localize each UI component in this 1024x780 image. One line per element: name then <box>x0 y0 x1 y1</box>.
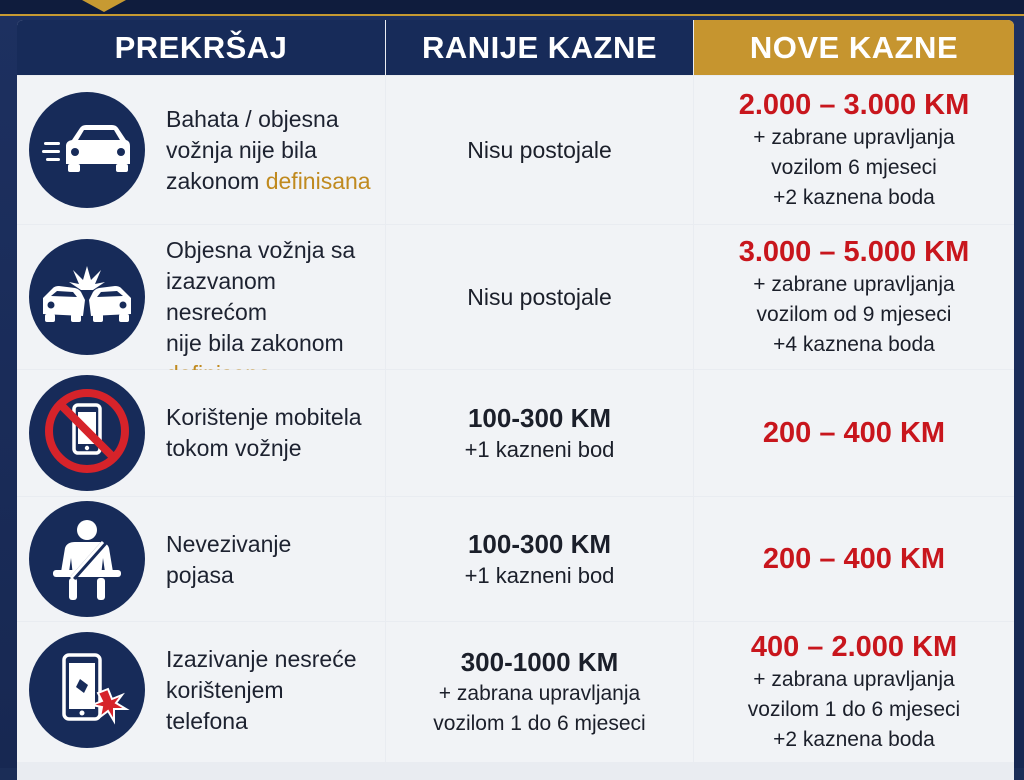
new-fine-cell <box>694 370 1014 496</box>
new-fine-cell <box>694 622 1014 762</box>
new-fine-amount: 200 – 400 KM <box>762 543 946 575</box>
table-row <box>17 622 1014 762</box>
phone-crash-icon <box>29 632 145 748</box>
violation-line: pojasa <box>166 562 234 588</box>
new-fine-cell <box>694 225 1014 369</box>
speeding-car-icon <box>29 92 145 208</box>
new-fine-stack <box>739 87 970 213</box>
violation-line: Korištenje mobitela <box>166 404 362 430</box>
previous-fine-stack <box>465 401 615 465</box>
violation-text <box>166 402 377 464</box>
new-fine-detail: + zabrana upravljanja <box>753 668 955 691</box>
header-previous-fines: RANIJE KAZNE <box>386 20 693 75</box>
previous-fine-cell <box>386 497 693 621</box>
fines-table <box>17 20 1014 780</box>
new-fine-cell <box>694 76 1014 224</box>
previous-fine-detail: + zabrana upravljanja <box>438 682 641 705</box>
new-fine-cell <box>694 497 1014 621</box>
previous-fine-cell <box>386 76 693 224</box>
no-phone-icon <box>29 375 145 491</box>
previous-fine-cell <box>386 370 693 496</box>
new-fine-amount: 200 – 400 KM <box>762 417 946 449</box>
table-row <box>17 225 1014 369</box>
violation-line: Izazivanje nesreće <box>166 646 357 672</box>
violation-line: Bahata / objesna <box>166 106 339 132</box>
new-fine-detail: vozilom od 9 mjeseci <box>756 303 952 326</box>
violation-line: izazvanom nesrećom <box>166 268 276 325</box>
violation-line: korištenjem <box>166 677 284 703</box>
violation-line: Objesna vožnja sa <box>166 237 356 263</box>
new-fine-amount: 2.000 – 3.000 KM <box>738 89 970 121</box>
new-fine-detail: + zabrane upravljanja <box>753 273 955 296</box>
new-fine-detail: vozilom 1 do 6 mjeseci <box>747 698 961 721</box>
header-new-fines: NOVE KAZNE <box>694 20 1014 75</box>
previous-fine-amount: 100-300 KM <box>467 403 612 433</box>
previous-fine-stack <box>465 527 615 591</box>
previous-fine-amount: 100-300 KM <box>467 529 612 559</box>
violation-text <box>166 644 377 737</box>
violation-line: tokom vožnje <box>166 435 302 461</box>
car-crash-icon <box>29 239 145 355</box>
table-row <box>17 76 1014 224</box>
new-fine-amount: 400 – 2.000 KM <box>750 631 958 663</box>
seatbelt-icon <box>29 501 145 617</box>
violation-cell <box>17 622 385 762</box>
previous-fine-text: Nisu postojale <box>467 136 612 163</box>
violation-cell <box>17 497 385 621</box>
new-fine-stack <box>748 629 960 755</box>
table-row <box>17 497 1014 621</box>
violation-line: nije bila zakonom <box>166 330 344 356</box>
table-row <box>17 370 1014 496</box>
violation-cell <box>17 225 385 369</box>
previous-fine-stack <box>433 645 645 739</box>
new-fine-detail: vozilom 6 mjeseci <box>771 156 937 179</box>
new-fine-detail: +2 kaznena boda <box>773 186 935 209</box>
violation-line: vožnja nije bila <box>166 137 317 163</box>
violation-line-prefix: zakonom <box>166 168 266 194</box>
violation-cell <box>17 370 385 496</box>
previous-fine-detail: +1 kazneni bod <box>464 437 615 462</box>
violation-text <box>166 529 377 591</box>
violation-line: Nevezivanje <box>166 531 292 557</box>
top-banner <box>0 0 1024 16</box>
banner-notch <box>82 0 126 12</box>
previous-fine-text: Nisu postojale <box>467 283 612 310</box>
header-violation: PREKRŠAJ <box>17 20 385 75</box>
previous-fine-amount: 300-1000 KM <box>460 647 619 677</box>
violation-cell <box>17 76 385 224</box>
previous-fine-detail: +1 kazneni bod <box>464 563 615 588</box>
previous-fine-cell <box>386 622 693 762</box>
previous-fine-cell <box>386 225 693 369</box>
violation-text <box>166 235 377 390</box>
new-fine-detail: + zabrane upravljanja <box>753 126 955 149</box>
new-fine-stack <box>739 234 970 360</box>
new-fine-detail: +2 kaznena boda <box>773 728 935 751</box>
previous-fine-detail: vozilom 1 do 6 mjeseci <box>433 712 646 735</box>
violation-line <box>166 166 377 197</box>
new-fine-amount: 3.000 – 5.000 KM <box>738 236 970 268</box>
new-fine-detail: +4 kaznena boda <box>773 333 935 356</box>
violation-text <box>166 104 377 197</box>
violation-highlight: definisana <box>265 168 371 194</box>
violation-line: telefona <box>166 708 248 734</box>
